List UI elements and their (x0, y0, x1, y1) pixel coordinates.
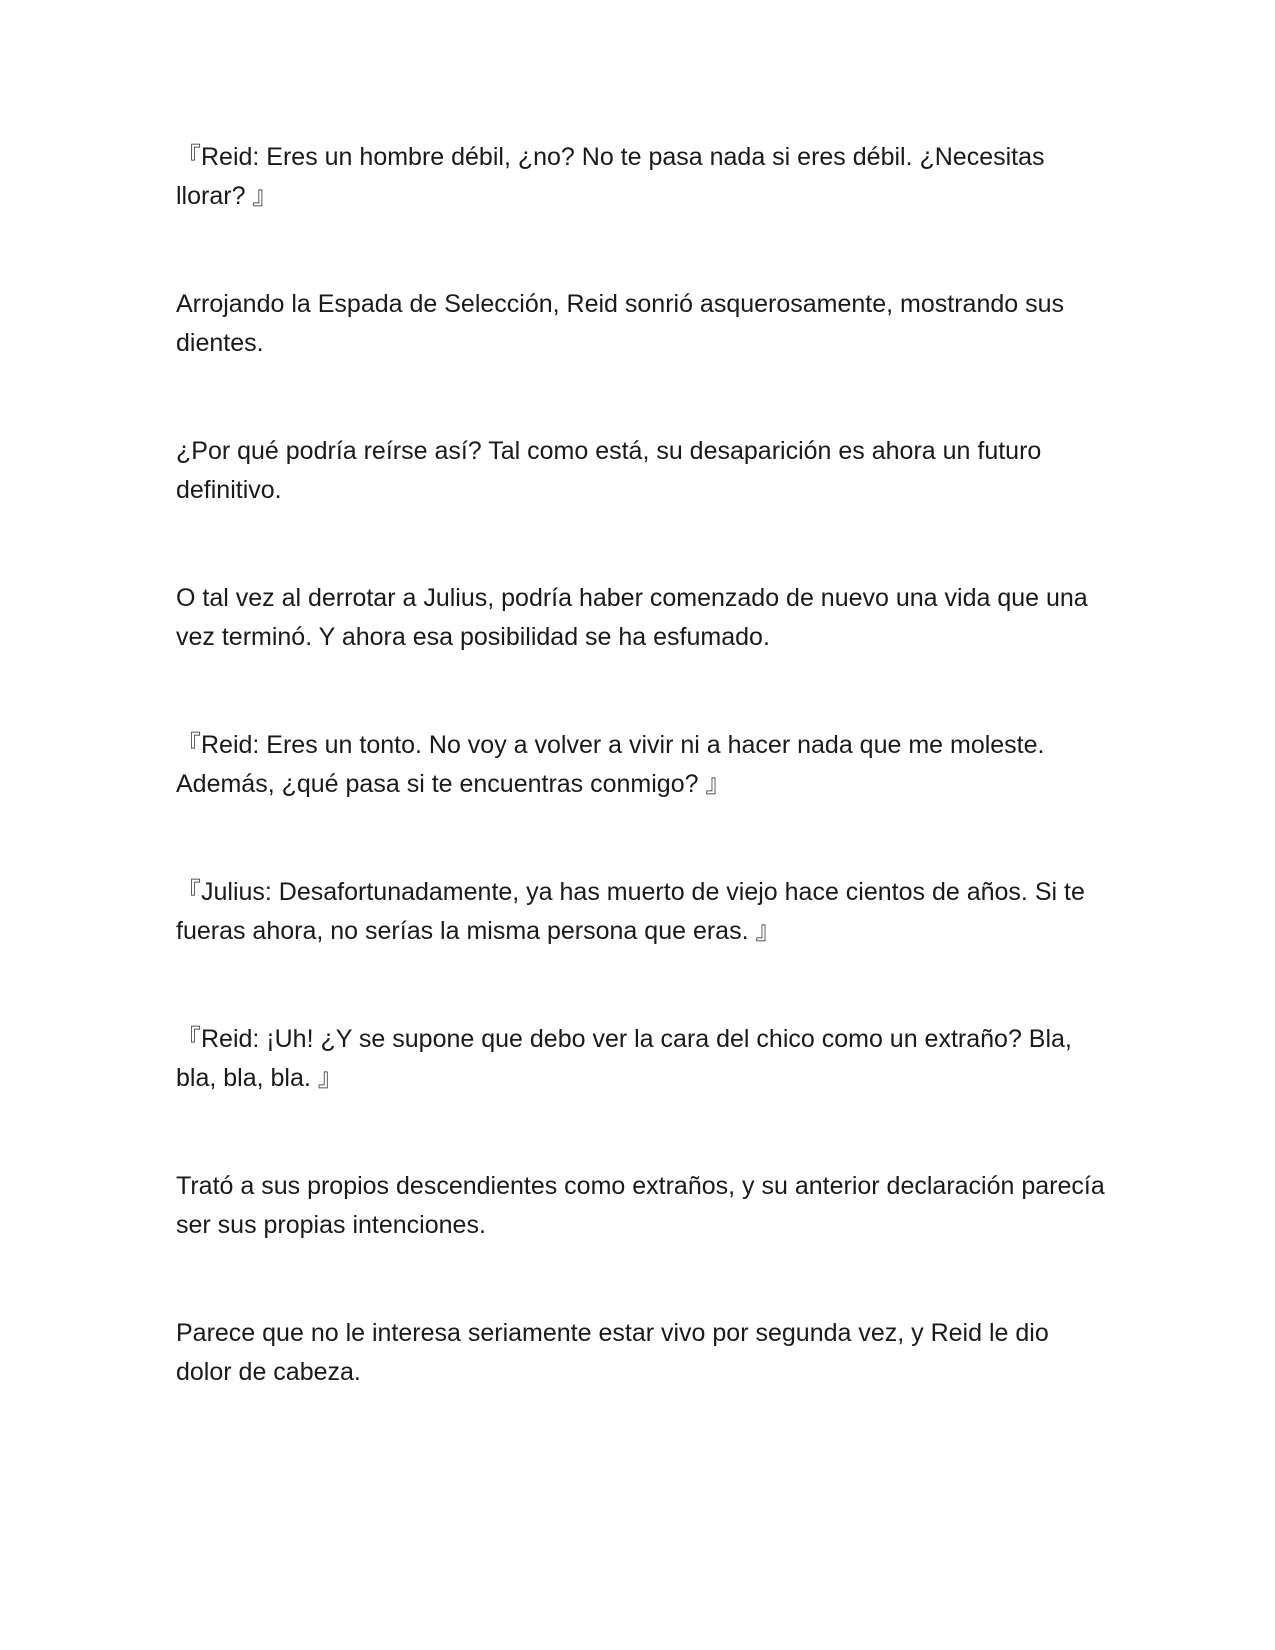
paragraph-reid-dialogue-1: 『Reid: Eres un hombre débil, ¿no? No te pasa nada si eres débil. ¿Necesitas llorar? 』 (176, 143, 1045, 210)
document-page (176, 138, 1106, 1392)
paragraph-reid-dialogue-2: 『Reid: Eres un tonto. No voy a volver a vivir ni a hacer nada que me moleste. Además, ¿qué pasa si te encuentras conmigo? 』 (176, 731, 1045, 798)
paragraph-narration-4: Trató a sus propios descendientes como extraños, y su anterior declaración parecía ser sus propias intenciones. (176, 1172, 1105, 1239)
paragraph-narration-5: Parece que no le interesa seriamente estar vivo por segunda vez, y Reid le dio dolor de cabeza. (176, 1319, 1049, 1386)
paragraph-reid-dialogue-3: 『Reid: ¡Uh! ¿Y se supone que debo ver la cara del chico como un extraño? Bla, bla, bla, bla. 』 (176, 1025, 1072, 1092)
paragraph-julius-dialogue: 『Julius: Desafortunadamente, ya has muerto de viejo hace cientos de años. Si te fueras ahora, no serías la misma persona que eras. 』 (176, 878, 1085, 945)
paragraph-narration-3: O tal vez al derrotar a Julius, podría haber comenzado de nuevo una vida que una vez terminó. Y ahora esa posibilidad se ha esfumado. (176, 584, 1088, 651)
paragraph-narration-1: Arrojando la Espada de Selección, Reid sonrió asquerosamente, mostrando sus dientes. (176, 290, 1065, 357)
paragraph-narration-2: ¿Por qué podría reírse así? Tal como está, su desaparición es ahora un futuro definitivo. (176, 437, 1042, 504)
